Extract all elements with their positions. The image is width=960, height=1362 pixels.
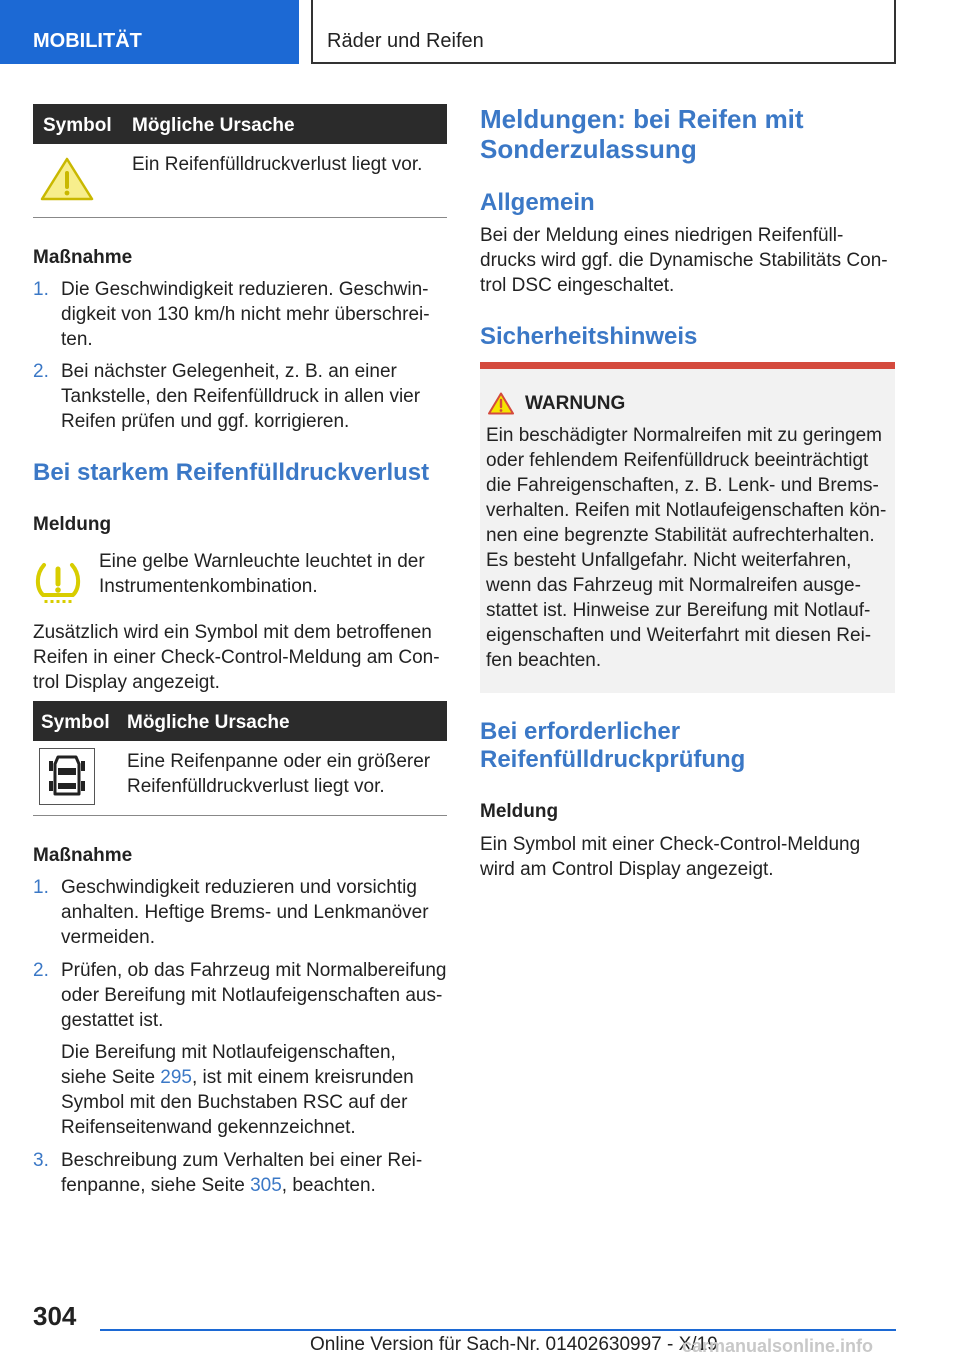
col-cause: Mögliche Ursache: [132, 115, 295, 136]
col-symbol: Symbol: [43, 115, 112, 136]
step-number: 1.: [33, 877, 49, 898]
meldung-label: Meldung: [33, 514, 112, 535]
subheading-pruefung: Bei erforderlicher Reifenfülldruckprüfung: [480, 718, 746, 773]
section-tab: [0, 0, 299, 64]
symbol-table-header: [33, 701, 447, 741]
warning-icon: [488, 392, 514, 415]
measure-title: Maßnahme: [33, 845, 133, 866]
tire-pressure-lamp-icon: [34, 560, 82, 604]
step-text: Prüfen, ob das Fahrzeug mit Normalbereifung oder Bereifung mit Notlaufeigenschaften aus- gestattet ist.: [61, 960, 447, 1031]
footer-rule: [100, 1329, 896, 1331]
step-note: Die Bereifung mit Notlaufeigenschaften, siehe Seite 295, ist mit einem kreisrunden Symbol mit den Buchstaben RSC auf der Reifenseitenwand gekennzeichnet.: [61, 1042, 414, 1138]
table-divider: [33, 815, 447, 816]
table-divider: [33, 217, 447, 218]
page-link-295[interactable]: 295: [160, 1067, 192, 1088]
extra-text: Zusätzlich wird ein Symbol mit dem betroffenen Reifen in einer Check-Control-Meldung am Con- trol Display angezeigt.: [33, 622, 440, 693]
step-number: 2.: [33, 960, 49, 981]
step-text: Bei nächster Gelegenheit, z. B. an einer Tankstelle, den Reifenfülldruck in allen vier Reifen prüfen und ggf. korrigieren.: [61, 361, 421, 432]
col-cause: Mögliche Ursache: [127, 712, 290, 733]
measure-title: Maßnahme: [33, 247, 133, 268]
step-number: 1.: [33, 279, 49, 300]
car-tire-warning-icon: [39, 748, 95, 805]
section-heading: Bei starkem Reifenfülldruckverlust: [33, 459, 430, 486]
meldung-label: Meldung: [480, 801, 559, 822]
warning-triangle-icon: [40, 156, 94, 202]
subheading-sicherheit: Sicherheitshinweis: [480, 323, 698, 350]
cause-text: Ein Reifenfülldruckverlust liegt vor.: [132, 154, 423, 175]
symbol-table-header: [33, 104, 447, 144]
warning-box: [480, 362, 895, 693]
cause-text: Eine Reifenpanne oder ein größerer Reifenfülldruckverlust liegt vor.: [127, 751, 431, 797]
warning-label: WARNUNG: [525, 393, 626, 414]
watermark: carmanualsonline.info: [682, 1336, 874, 1356]
subheading-allgemein: Allgemein: [480, 189, 595, 216]
meldung-text: Ein Symbol mit einer Check-Control-Meldung wird am Control Display angezeigt.: [480, 834, 861, 880]
step-number: 2.: [33, 361, 49, 382]
chapter-box: [311, 0, 896, 64]
lamp-text: Eine gelbe Warnleuchte leuchtet in der Instrumentenkombination.: [99, 551, 425, 597]
online-version: Online Version für Sach-Nr. 01402630997 - X/19: [310, 1334, 718, 1355]
warning-text: Ein beschädigter Normalreifen mit zu geringem oder fehlendem Reifenfülldruck beeinträchtigt die Fahreigenschaften, z. B. Lenk- und Brems- verhalten. Reifen mit Notlaufeigenschaften kön- nen eine begrenzte Stabilität aufrechterhalten. Es besteht Unfallgefahr. Nicht weiterfahren, wenn das Fahrzeug mit Normalreifen ausge- stattet ist. Hinweise zur Bereifung mit Notlauf- eigenschaften und Weiterfahrt mit diesen Rei- fen beachten.: [486, 425, 887, 671]
step-text: Die Geschwindigkeit reduzieren. Geschwin- digkeit von 130 km/h nicht mehr überschrei- ten.: [61, 279, 430, 350]
page-number: 304: [33, 1301, 77, 1331]
chapter-label: Räder und Reifen: [327, 30, 484, 52]
col-symbol: Symbol: [41, 712, 110, 733]
step-text: Beschreibung zum Verhalten bei einer Rei- fenpanne, siehe Seite 305, beachten.: [61, 1150, 423, 1196]
step-number: 3.: [33, 1150, 49, 1171]
step-text: Geschwindigkeit reduzieren und vorsichtig anhalten. Heftige Brems- und Lenkmanöver vermeiden.: [61, 877, 429, 948]
section-label: MOBILITÄT: [33, 30, 142, 52]
allgemein-text: Bei der Meldung eines niedrigen Reifenfüll- drucks wird ggf. die Dynamische Stabilitäts Con- trol DSC eingeschaltet.: [480, 225, 888, 296]
page-link-305[interactable]: 305: [250, 1175, 282, 1196]
page-section-title: Meldungen: bei Reifen mit Sonderzulassung: [480, 104, 804, 164]
